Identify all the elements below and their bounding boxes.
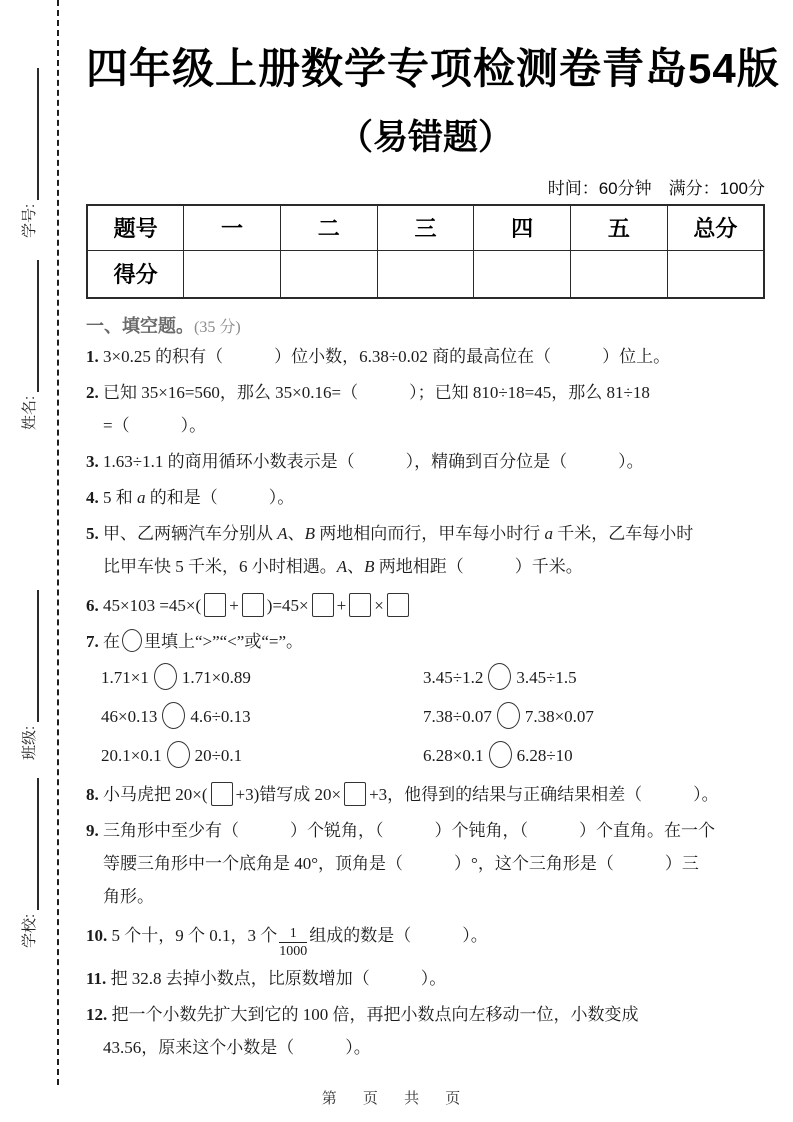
score-table-header-cell: 五 (571, 205, 668, 250)
compare-circle (167, 741, 190, 768)
answer-box (204, 593, 226, 617)
question-list (86, 340, 765, 1064)
text-run: a (137, 488, 146, 507)
comparison-right (423, 658, 577, 697)
comparison-row (101, 736, 765, 775)
page-title: 四年级上册数学专项检测卷青岛54版 (86, 45, 780, 92)
comparison-left (101, 736, 423, 775)
section-title: 一、填空题。 (86, 316, 194, 336)
question-line (86, 517, 765, 550)
page-subtitle: （易错题） (337, 118, 513, 157)
compare-circle (488, 663, 511, 690)
text-run: 3.45÷1.2 (423, 668, 484, 687)
answer-box (349, 593, 371, 617)
question (86, 919, 765, 959)
text-run: 里填上“>”“<”或“=”。 (144, 632, 304, 651)
text-run: 在 (98, 632, 120, 651)
student-number-write-line (13, 68, 39, 200)
page-footer: 第 页 共 页 (321, 1090, 472, 1107)
question (86, 814, 765, 913)
fraction-numerator: 1 (279, 926, 307, 943)
text-run: a (544, 524, 554, 543)
compare-circle (497, 702, 520, 729)
question-number: 12. (86, 1005, 108, 1025)
score-table-header-cell: 总分 (667, 205, 764, 250)
score-cell (280, 250, 377, 298)
school-label: 学校: (21, 913, 38, 948)
question-number: 10. (86, 926, 108, 945)
question-number: 6. (86, 596, 99, 615)
text-run: 组成的数是（ ）。 (309, 926, 488, 945)
question (86, 778, 765, 811)
text-run: =（ ）。 (103, 416, 207, 435)
text-run: 3.45÷1.5 (516, 668, 577, 687)
answer-box (387, 593, 409, 617)
question-line (86, 962, 765, 995)
score-table-header-cell: 一 (184, 205, 281, 250)
text-run: 1.71×1 (101, 668, 149, 687)
question (86, 376, 765, 442)
question (86, 962, 765, 995)
compare-circle (162, 702, 185, 729)
question-line (86, 445, 765, 478)
text-run: 7.38÷0.07 (423, 707, 492, 726)
side-field-school (13, 778, 39, 948)
question-line (86, 778, 765, 811)
text-run: B (364, 557, 375, 576)
score-table-header-cell: 二 (280, 205, 377, 250)
name-write-line (13, 260, 39, 392)
answer-box (312, 593, 334, 617)
side-field-student-number (13, 68, 39, 238)
score-table-header-cell: 三 (377, 205, 474, 250)
text-run: 20÷0.1 (194, 746, 243, 765)
text-run: 3×0.25 的积有（ ）位小数，6.38÷0.02 商的最高位在（ ）位上。 (98, 347, 671, 366)
fraction-denominator: 1000 (279, 944, 308, 959)
text-run: + (229, 596, 239, 615)
exam-time-score-info: 时间：60分钟 满分：100分 (547, 179, 765, 198)
question-line (103, 880, 765, 913)
score-row-label: 得分 (87, 250, 184, 298)
answer-box (211, 782, 233, 806)
compare-circle (489, 741, 512, 768)
text-run: 两地相距（ ）千米。 (374, 557, 583, 576)
text-run: 小马虎把 20×( (98, 785, 208, 804)
question (86, 481, 765, 514)
question-line (103, 550, 765, 583)
question-line (103, 1031, 765, 1064)
fraction (279, 926, 307, 960)
school-write-line (13, 778, 39, 910)
text-run: 、 (347, 557, 365, 576)
score-cell (184, 250, 281, 298)
question-line (86, 625, 765, 658)
class-write-line (13, 590, 39, 722)
text-run: A (336, 557, 348, 576)
question-number: 1. (86, 347, 99, 366)
question-line (86, 340, 765, 373)
score-table (86, 204, 765, 299)
text-run: 等腰三角形中一个底角是 40°，顶角是（ ）°，这个三角形是（ ）三 (103, 854, 699, 873)
score-cell (571, 250, 668, 298)
circle-glyph (122, 629, 142, 652)
question-line (86, 376, 765, 409)
score-table-header-row (87, 205, 764, 250)
text-run: + (336, 596, 347, 615)
text-run: 5 个十，9 个 0.1，3 个 (107, 926, 278, 945)
content-column (86, 0, 780, 1064)
answer-box (242, 593, 264, 617)
text-run: 、 (287, 524, 305, 543)
question (86, 589, 765, 622)
question (86, 625, 765, 775)
text-run: )=45× (266, 596, 309, 615)
text-run: 45×103 =45×( (98, 596, 202, 615)
score-table-header-cell: 题号 (87, 205, 184, 250)
text-run: 4.6÷0.13 (190, 707, 251, 726)
question-line (103, 409, 765, 442)
question-number: 4. (86, 488, 99, 507)
text-run: 两地相向而行，甲车每小时行 (315, 524, 545, 543)
text-run: +3)错写成 20× (235, 785, 342, 804)
name-label: 姓名: (21, 395, 38, 430)
score-table-score-row (87, 250, 764, 298)
text-run: 把一个小数先扩大到它的 100 倍，再把小数点向左移动一位，小数变成 (107, 1005, 639, 1025)
comparison-right (423, 736, 573, 775)
text-run: +3，他得到的结果与正确结果相差（ ）。 (369, 785, 719, 804)
score-cell (377, 250, 474, 298)
score-cell (474, 250, 571, 298)
text-run: × (374, 596, 384, 615)
comparison-left (101, 658, 423, 697)
question-number: 9. (86, 821, 99, 840)
question-line (86, 919, 765, 959)
question-line (86, 998, 765, 1031)
text-run: B (304, 524, 316, 543)
side-field-class (13, 590, 39, 760)
text-run: 43.56，原来这个小数是（ ）。 (103, 1038, 371, 1058)
cut-dashed-line (57, 0, 59, 1085)
question-line (86, 814, 765, 847)
question-number: 11. (86, 969, 107, 989)
section-points: (35 分) (194, 319, 241, 336)
comparison-left (101, 697, 423, 736)
question-line (86, 481, 765, 514)
text-run: 的和是（ ）。 (145, 488, 295, 507)
question (86, 517, 765, 583)
text-run: 把 32.8 去掉小数点，比原数增加（ ）。 (106, 969, 447, 989)
question-number: 2. (86, 383, 99, 402)
student-number-label: 学号: (21, 203, 38, 238)
question (86, 445, 765, 478)
text-run: 比甲车快 5 千米，6 小时相遇。 (103, 557, 337, 576)
text-run: 5 和 (98, 488, 137, 507)
section-heading (86, 312, 765, 338)
answer-box (344, 782, 366, 806)
question-line (103, 847, 765, 880)
text-run: 三角形中至少有（ ）个锐角，（ ）个钝角，（ ）个直角。在一个 (98, 821, 715, 840)
compare-circle (154, 663, 177, 690)
text-run: 6.28×0.1 (423, 746, 484, 765)
text-run: 7.38×0.07 (524, 707, 594, 726)
comparison-right (423, 697, 594, 736)
question-line (86, 589, 765, 622)
question (86, 340, 765, 373)
text-run: 角形。 (103, 887, 154, 906)
text-run: 20.1×0.1 (101, 746, 162, 765)
text-run: 千米，乙车每小时 (553, 524, 694, 543)
text-run: 甲、乙两辆汽车分别从 (98, 524, 278, 543)
question-number: 3. (86, 452, 99, 471)
class-label: 班级: (21, 725, 38, 760)
question-number: 8. (86, 785, 99, 804)
side-field-name (13, 260, 39, 430)
text-run: 1.63÷1.1 的商用循环小数表示是（ ），精确到百分位是（ ）。 (98, 452, 644, 471)
comparison-row (101, 658, 765, 697)
text-run: 已知 35×16=560，那么 35×0.16=（ ）；已知 810÷18=45，那么 81÷18 (98, 383, 650, 402)
text-run: 46×0.13 (101, 707, 158, 726)
question (86, 998, 765, 1064)
text-run: 6.28÷10 (516, 746, 573, 765)
comparison-row (101, 697, 765, 736)
text-run: A (277, 524, 288, 543)
question-number: 5. (86, 524, 99, 543)
score-table-header-cell: 四 (474, 205, 571, 250)
question-number: 7. (86, 632, 99, 651)
text-run: 1.71×0.89 (181, 668, 251, 687)
